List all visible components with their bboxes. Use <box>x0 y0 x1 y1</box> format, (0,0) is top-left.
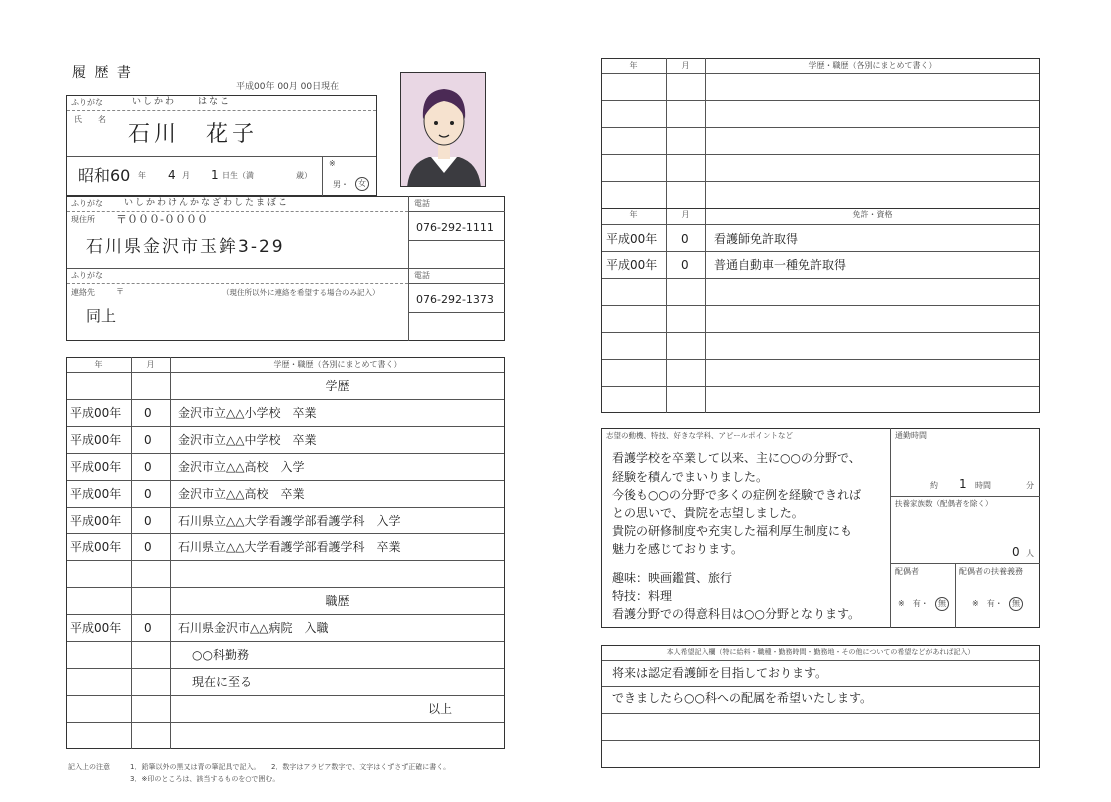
history-row-content[interactable]: 金沢市立△△中学校 卒業 <box>178 432 317 447</box>
request-line-1[interactable]: 将来は認定看護師を目指しております。 <box>612 666 828 680</box>
notes-label: 記入上の注意 <box>68 763 110 771</box>
history-row-content[interactable]: 石川県立△△大学看護学部看護学科 卒業 <box>178 540 401 555</box>
history-row-year[interactable]: 平成00年 <box>70 486 122 501</box>
spouse-support-options[interactable]: ※ 有・ <box>972 599 1003 608</box>
age-unit: 歳） <box>296 171 312 180</box>
spouse-support-selected[interactable]: 無 <box>1009 597 1023 611</box>
history-row-year[interactable]: 平成00年 <box>70 459 122 474</box>
history-row-content[interactable]: 石川県金沢市△△病院 入職 <box>178 621 329 636</box>
request-line-2[interactable]: できましたら○○科への配属を希望いたします。 <box>612 691 872 705</box>
history-row-content[interactable]: 金沢市立△△高校 入学 <box>178 459 305 474</box>
address-postal[interactable]: 〒０００-００００ <box>116 213 208 226</box>
history-row-month[interactable]: 0 <box>144 540 152 555</box>
dependents-label: 扶養家族数（配偶者を除く） <box>895 499 993 508</box>
commute-hours[interactable]: 1 <box>959 477 967 491</box>
history-row-month[interactable]: 0 <box>144 513 152 528</box>
address-furigana-label: ふりがな <box>71 199 103 208</box>
history-row-month[interactable]: 0 <box>144 432 152 447</box>
license-row-2-month[interactable]: 0 <box>681 258 689 272</box>
birth-month[interactable]: 4 <box>168 168 176 182</box>
history-row-year[interactable]: 平成00年 <box>70 405 122 420</box>
history-left-col-month: 月 <box>146 360 155 369</box>
commute-min-unit: 分 <box>1026 481 1034 490</box>
birth-month-unit: 月 <box>182 171 190 180</box>
name-furigana-label: ふりがな <box>71 98 103 107</box>
spouse-support-label: 配偶者の扶養義務 <box>959 567 1023 576</box>
dependents-unit: 人 <box>1026 549 1034 558</box>
spouse-label: 配偶者 <box>895 567 919 576</box>
hobby-line-3[interactable]: 看護分野での得意科目は○○分野となります。 <box>612 607 860 621</box>
contact-phone[interactable]: 076-292-1373 <box>416 293 494 306</box>
contact-label: 連絡先 <box>71 288 95 297</box>
motivation-line-4[interactable]: との思いで、貴院を志望しました。 <box>612 506 804 520</box>
license-row-1-month[interactable]: 0 <box>681 232 689 246</box>
name-label: 氏 名 <box>74 115 110 124</box>
photo <box>400 72 486 187</box>
history-row-month[interactable]: 0 <box>144 405 152 420</box>
name-value[interactable]: 石川 花子 <box>128 122 259 147</box>
name-furigana[interactable]: いしかわ はなこ <box>132 97 232 107</box>
license-row-2-content[interactable]: 普通自動車一種免許取得 <box>714 258 847 272</box>
resume-title: 履 歴 書 <box>72 65 133 81</box>
request-label: 本人希望記入欄（特に給料・職種・勤務時間・勤務地・その他についての希望などがあれば記入） <box>666 648 975 656</box>
notes-line-2: 3．※印のところは、該当するものを○で囲む。 <box>130 775 280 783</box>
history-row-year[interactable]: 平成00年 <box>70 540 122 555</box>
license-col-content: 免許・資格 <box>852 210 893 219</box>
address-phone[interactable]: 076-292-1111 <box>416 221 494 234</box>
history-row-month[interactable]: 0 <box>144 486 152 501</box>
history-right-col-year: 年 <box>629 61 638 70</box>
history-left-col-content: 学歴・職歴（各別にまとめて書く） <box>273 360 402 369</box>
history-row-content[interactable]: 以上 <box>427 701 452 716</box>
motivation-line-5[interactable]: 貴院の研修制度や充実した福利厚生制度にも <box>612 524 853 538</box>
address-phone-label: 電話 <box>414 199 430 208</box>
motivation-line-3[interactable]: 今後も○○の分野で多くの症例を経験できれば <box>612 488 861 502</box>
history-row-content[interactable]: 金沢市立△△小学校 卒業 <box>178 405 317 420</box>
contact-postal[interactable]: 〒 <box>116 287 124 296</box>
address-label: 現住所 <box>71 215 95 224</box>
history-row-content[interactable]: 石川県立△△大学看護学部看護学科 入学 <box>178 513 401 528</box>
history-row-content[interactable]: 職歴 <box>325 594 350 609</box>
commute-hours-unit: 時間 <box>975 481 991 490</box>
contact-phone-label: 電話 <box>414 271 430 280</box>
dependents-value[interactable]: 0 <box>1012 545 1020 559</box>
license-col-year: 年 <box>629 210 638 219</box>
commute-prefix: 約 <box>930 481 938 490</box>
person-icon <box>401 73 486 187</box>
address-furigana[interactable]: いしかわけんかなざわしたまぼこ <box>124 198 290 208</box>
as-of-date: 平成00年 00月 00日現在 <box>236 82 340 92</box>
license-row-1-year[interactable]: 平成00年 <box>606 232 658 246</box>
history-right-col-month: 月 <box>681 61 690 70</box>
history-row-year[interactable]: 平成00年 <box>70 513 122 528</box>
motivation-line-1[interactable]: 看護学校を卒業して以来、主に○○の分野で、 <box>612 451 861 465</box>
history-row-year[interactable]: 平成00年 <box>70 432 122 447</box>
license-row-1-content[interactable]: 看護師免許取得 <box>714 232 799 246</box>
contact-furigana-label: ふりがな <box>71 271 103 280</box>
history-row-content[interactable]: 学歴 <box>325 379 350 393</box>
commute-label: 通勤時間 <box>895 431 927 440</box>
history-row-month[interactable]: 0 <box>144 459 152 474</box>
spouse-options[interactable]: ※ 有・ <box>898 599 929 608</box>
notes-line-1: 1．鉛筆以外の黒又は青の筆記具で記入。 2．数字はアラビア数字で、文字はくずさず正確に書く。 <box>130 763 451 771</box>
license-row-2-year[interactable]: 平成00年 <box>606 258 658 272</box>
hobby-line-2[interactable]: 特技：料理 <box>612 589 673 603</box>
contact-value[interactable]: 同上 <box>86 307 117 325</box>
history-row-content[interactable]: ○○科勤務 <box>192 648 249 662</box>
gender-selected[interactable]: 女 <box>355 177 369 191</box>
gender-mark: ※ <box>329 159 336 168</box>
history-row-content[interactable]: 現在に至る <box>192 674 253 689</box>
history-right-col-content: 学歴・職歴（各別にまとめて書く） <box>808 61 937 70</box>
motivation-line-2[interactable]: 経験を積んでまいりました。 <box>612 470 769 484</box>
birth-year-unit: 年 <box>138 171 146 180</box>
contact-note: （現住所以外に連絡を希望する場合のみ記入） <box>222 288 380 297</box>
motivation-label: 志望の動機、特技、好きな学科、アピールポイントなど <box>606 431 794 440</box>
history-row-content[interactable]: 金沢市立△△高校 卒業 <box>178 486 305 501</box>
history-left-col-year: 年 <box>94 360 103 369</box>
hobby-line-1[interactable]: 趣味：映画鑑賞、旅行 <box>612 571 733 585</box>
birth-day-unit: 日生（満 <box>222 171 254 180</box>
address-value[interactable]: 石川県金沢市玉鉾3-29 <box>86 237 285 257</box>
spouse-selected[interactable]: 無 <box>935 597 949 611</box>
birth-era[interactable]: 昭和60 <box>78 166 131 185</box>
history-row-month[interactable]: 0 <box>144 621 152 636</box>
birth-day[interactable]: 1 <box>211 168 219 182</box>
history-row-year[interactable]: 平成00年 <box>70 621 122 636</box>
request-section <box>601 645 1040 768</box>
gender-options[interactable]: 男・ <box>333 180 349 189</box>
motivation-line-6[interactable]: 魅力を感じております。 <box>612 542 744 556</box>
license-col-month: 月 <box>681 210 690 219</box>
